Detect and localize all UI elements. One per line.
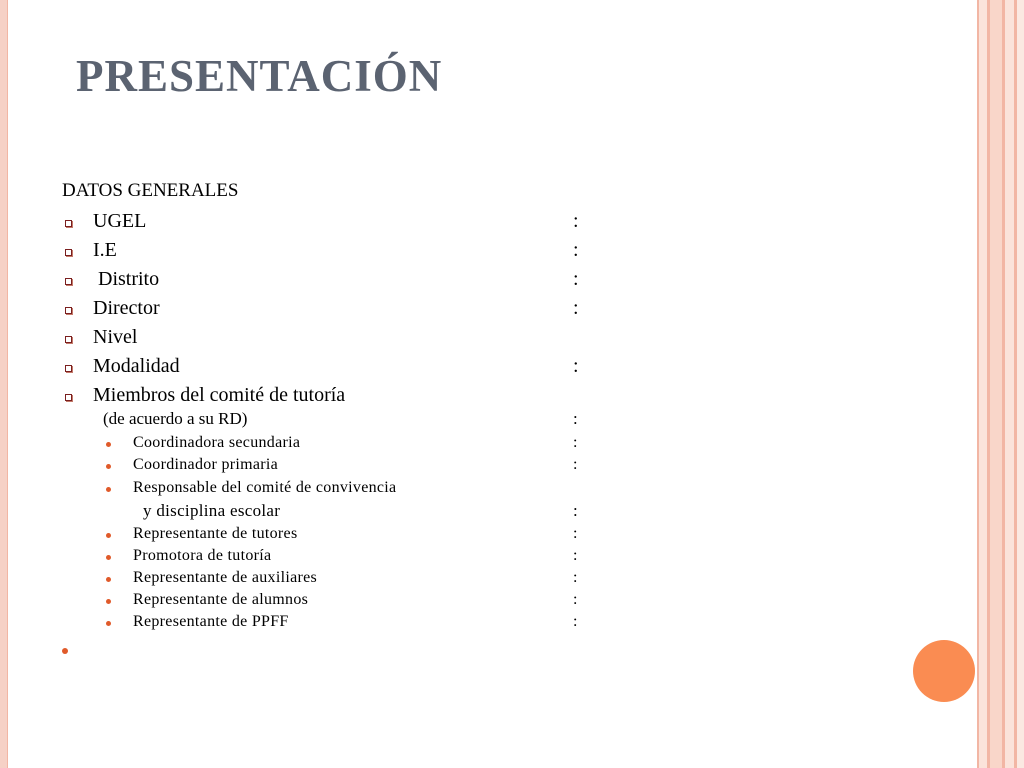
list-item-miembros (62, 384, 602, 410)
member-label: Responsable del comité de convivencia (133, 479, 397, 496)
item-label: Distrito (93, 268, 160, 290)
item-colon: : (573, 547, 578, 564)
item-colon: : (573, 434, 578, 451)
item-colon: : (573, 210, 579, 232)
square-bullet-icon (65, 336, 72, 343)
item-colon: : (573, 525, 578, 542)
list-item-ugel (62, 210, 602, 236)
members-note-row (62, 409, 602, 435)
section-heading: DATOS GENERALES (62, 180, 239, 201)
square-bullet-icon (65, 307, 72, 314)
item-colon: : (573, 355, 579, 377)
square-bullet-icon (65, 249, 72, 256)
member-item-continuation (62, 501, 602, 527)
round-bullet-icon (106, 555, 111, 560)
list-item-director (62, 297, 602, 323)
item-colon: : (573, 297, 579, 319)
item-label: UGEL (93, 210, 147, 232)
item-label: I.E (93, 239, 117, 261)
item-colon: : (573, 613, 578, 630)
square-bullet-icon (65, 220, 72, 227)
round-bullet-icon (106, 442, 111, 447)
item-colon: : (573, 409, 578, 428)
member-label: Promotora de tutoría (133, 547, 272, 564)
item-colon: : (573, 456, 578, 473)
item-colon: : (573, 591, 578, 608)
round-bullet-icon (106, 487, 111, 492)
item-colon: : (573, 569, 578, 586)
left-border-stripe (0, 0, 7, 768)
member-label: Representante de auxiliares (133, 569, 318, 586)
round-bullet-icon (106, 577, 111, 582)
list-item-nivel (62, 326, 602, 352)
slide-title: PRESENTACIÓN (76, 51, 443, 101)
member-item (62, 613, 602, 639)
empty-bullet-icon (62, 648, 68, 654)
square-bullet-icon (65, 365, 72, 372)
member-label: Coordinador primaria (133, 456, 279, 473)
item-label: Nivel (93, 326, 138, 348)
round-bullet-icon (106, 621, 111, 626)
list-item-modalidad (62, 355, 602, 381)
member-label: y disciplina escolar (143, 501, 281, 520)
item-colon: : (573, 268, 579, 290)
round-bullet-icon (106, 599, 111, 604)
list-item-ie (62, 239, 602, 265)
member-label: Representante de alumnos (133, 591, 309, 608)
member-label: Coordinadora secundaria (133, 434, 301, 451)
members-note: (de acuerdo a su RD) (103, 409, 248, 428)
item-colon: : (573, 239, 579, 261)
member-label: Representante de tutores (133, 525, 298, 542)
round-bullet-icon (106, 533, 111, 538)
item-colon: : (573, 501, 578, 520)
square-bullet-icon (65, 394, 72, 401)
item-label: Miembros del comité de tutoría (93, 384, 346, 406)
left-border-line (7, 0, 8, 768)
decorative-orange-circle (913, 640, 975, 702)
member-label: Representante de PPFF (133, 613, 289, 630)
list-item-distrito (62, 268, 602, 294)
square-bullet-icon (65, 278, 72, 285)
item-label: Director (93, 297, 160, 319)
item-label: Modalidad (93, 355, 180, 377)
round-bullet-icon (106, 464, 111, 469)
